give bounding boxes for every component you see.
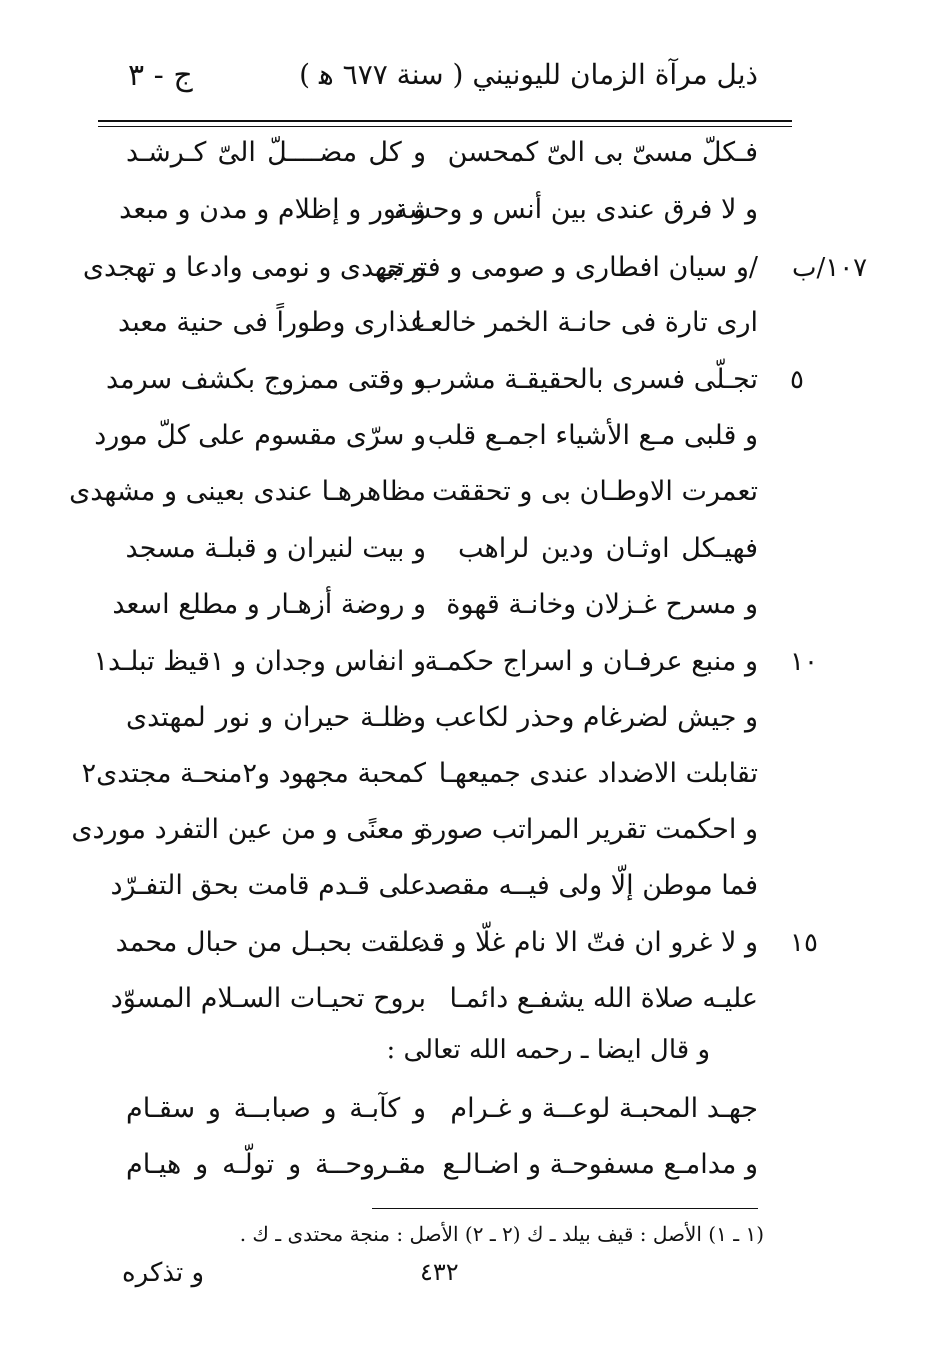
verse-line <box>0 467 950 517</box>
page-number: ٤٣٢ <box>420 1258 459 1286</box>
verse-second-hemistich: و وقتى ممزوج بكشف سرمد <box>105 364 426 395</box>
verse-second-hemistich: وظلـة حيران و نور لمهتدى <box>126 702 426 733</box>
verse-second-hemistich: و انفاس وجدان و ١قيظ تبلـد١ <box>93 646 426 677</box>
verse-line <box>0 128 950 178</box>
verse-second-hemistich: و جهدى و نومى وادعا و تهجدى <box>82 252 426 283</box>
verse-second-hemistich: و كل مضــــلّ الىّ كـرشـد <box>126 137 426 168</box>
verse-line <box>0 298 950 348</box>
folio-marker: ١٠٧/ب <box>792 253 868 283</box>
verse-first-hemistich: و قلبى مـع الأشياء اجمـع قلب <box>427 420 758 451</box>
verse-second-hemistich: مقـروحــة و تولّـه و هيـام <box>126 1149 426 1180</box>
poem-introduction: و قال ايضا ـ رحمه الله تعالى : <box>386 1035 710 1065</box>
catchword: و تذكره <box>122 1258 205 1288</box>
verse-first-hemistich: فما موطن إلّا ولى فيــه مقصد <box>424 870 758 901</box>
verse-line <box>0 918 950 968</box>
header-rule-thin <box>98 126 792 127</box>
line-number: ٥ <box>790 365 804 395</box>
verse-second-hemistich: مظاهرهـا عندى بعينى و مشهدى <box>69 476 426 507</box>
verse-first-hemistich: و مسرح غـزلان وخانـة قهوة <box>446 589 758 620</box>
verse-line <box>0 693 950 743</box>
verse-first-hemistich: جهـد المحبـة لوعــة و غـرام <box>450 1093 758 1124</box>
verse-first-hemistich: فـكلّ مسىّ بى الىّ كمحسن <box>447 137 758 168</box>
verse-first-hemistich: تجـلّى فسرى بالحقيقـة مشرب <box>416 364 758 395</box>
line-number: ١٠ <box>790 647 818 677</box>
verse-second-hemistich: و نور و إظلام و مدن و مبعد <box>119 194 426 225</box>
verse-second-hemistich: و سرّى مقسوم على كلّ مورد <box>94 420 426 451</box>
verse-first-hemistich: و مدامـع مسفوحـة و اضـالـع <box>442 1149 758 1180</box>
verse-line <box>0 1140 950 1190</box>
verse-first-hemistich: عليـه صلاة الله يشفـع دائمـا <box>449 983 758 1014</box>
verse-first-hemistich: و منبع عرفـان و اسراج حكمـة <box>424 646 758 677</box>
running-title: ذيل مرآة الزمان لليونيني ( سنة ٦٧٧ ﻫ ) <box>299 58 758 91</box>
verse-line <box>0 805 950 855</box>
verse-second-hemistich: و بيت لنيران و قبلـة مسجد <box>125 533 426 564</box>
verse-first-hemistich: و لا غرو ان فتّ الا نام غلّا و قد <box>417 927 758 958</box>
verse-second-hemistich: على قـدم قامت بحق التفـرّد <box>110 870 426 901</box>
verse-first-hemistich: و لا فرق عندى بين أنس و وحشة <box>394 194 758 225</box>
verse-line <box>0 524 950 574</box>
verse-first-hemistich: و احكمت تقرير المراتب صورة <box>419 814 758 845</box>
verse-line <box>0 974 950 1024</box>
verse-second-hemistich: بروح تحيـات السـلام المسوّد <box>110 983 426 1014</box>
verse-first-hemistich: فهيـكل اوثـان ودين لراهب <box>458 533 758 564</box>
verse-line <box>0 411 950 461</box>
verse-second-hemistich: عذارى وطوراً فى حنية معبد <box>118 307 426 338</box>
verse-line <box>0 1084 950 1134</box>
verse-first-hemistich: /و سيان افطارى و صومى و فترتى <box>374 252 758 283</box>
verse-first-hemistich: ارى تارة فى حانـة الخمر خالعـا <box>414 307 758 338</box>
verse-line <box>0 243 950 293</box>
verse-line <box>0 637 950 687</box>
verse-first-hemistich: و جيش لضرغام وحذر لكاعب <box>434 702 758 733</box>
verse-second-hemistich: و معنًى و من عين التفرد موردى <box>71 814 426 845</box>
header-rule <box>98 120 792 122</box>
verse-line <box>0 749 950 799</box>
footnote-rule <box>372 1208 758 1209</box>
verse-line <box>0 185 950 235</box>
verse-line <box>0 355 950 405</box>
verse-line <box>0 861 950 911</box>
verse-second-hemistich: و كآبـة و صبابــة و سقـام <box>126 1093 426 1124</box>
verse-first-hemistich: تعمرت الاوطـان بى و تحققت <box>431 476 758 507</box>
verse-line <box>0 580 950 630</box>
line-number: ١٥ <box>790 928 818 958</box>
footnote: (١ ـ ١) الأصل : قيف بيلد ـ ك (٢ ـ ٢) الأصل : منجة محتدى ـ ك . <box>239 1222 764 1246</box>
verse-second-hemistich: و روضة أزهـار و مطلع اسعد <box>112 589 426 620</box>
verse-second-hemistich: علقت بحبـل من حبال محمد <box>115 927 426 958</box>
volume-marker: ج - ٣ <box>128 58 193 93</box>
verse-first-hemistich: تقابلت الاضداد عندى جميعهـا <box>438 758 758 789</box>
verse-second-hemistich: كمحبة مجهود و٢منحـة مجتدى٢ <box>81 758 426 789</box>
